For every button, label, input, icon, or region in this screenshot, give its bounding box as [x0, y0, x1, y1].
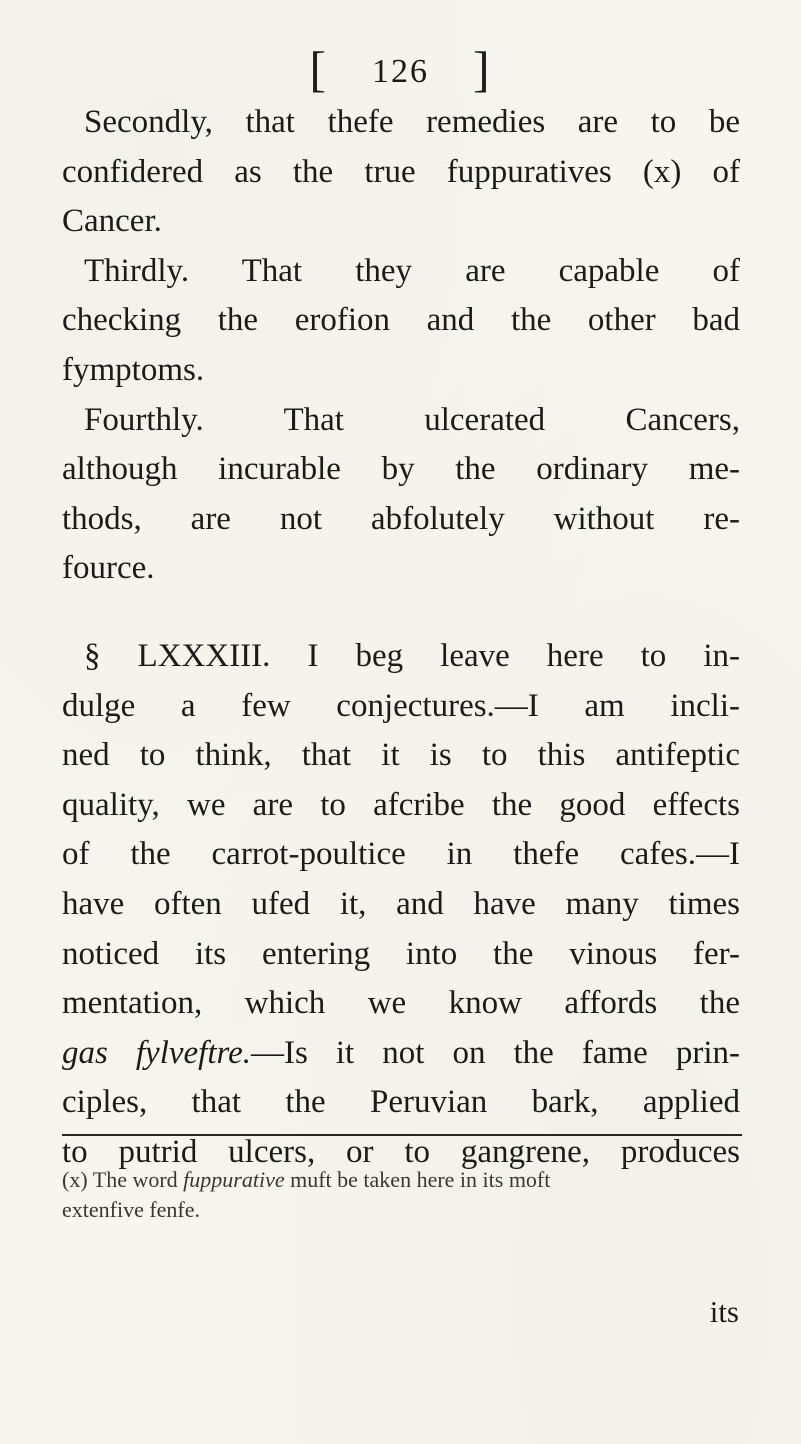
text-line: quality, we are to afcribe the good effects: [62, 786, 740, 823]
footnote-italic-word: fuppurative: [183, 1167, 285, 1192]
section-gap: [62, 594, 740, 632]
text-line: have often ufed it, and have many times: [62, 885, 740, 922]
text-line: dulge a few conjectures.—I am incli-: [62, 687, 740, 724]
left-bracket: [: [309, 41, 328, 97]
body-text: [62, 98, 740, 1177]
italic-phrase: gas fylveftre.: [62, 1034, 252, 1071]
text-line: mentation, which we know affords the: [62, 985, 740, 1022]
text-line: Fourthly. That ulcerated Cancers,: [84, 401, 740, 438]
text-line: thods, are not abfolutely without re-: [62, 500, 740, 537]
footnote: [62, 1165, 742, 1225]
section-heading-line: § LXXXIII. I beg leave here to in-: [84, 637, 740, 674]
text-line: confidered as the true fuppuratives (x) of: [62, 153, 740, 190]
page-header: [0, 40, 801, 98]
catchword: its: [709, 1294, 739, 1329]
footnote-divider: [62, 1134, 742, 1136]
text-line: Cancer.: [62, 203, 162, 240]
footnote-suffix: muft be taken here in its moft: [284, 1167, 551, 1192]
text-line: although incurable by the ordinary me-: [62, 451, 740, 488]
text-line: Thirdly. That they are capable of: [84, 252, 740, 289]
text-line: checking the erofion and the other bad: [62, 302, 740, 339]
text-line: fource.: [62, 550, 155, 587]
text-line: ciples, that the Peruvian bark, applied: [62, 1084, 740, 1121]
text-line: ned to think, that it is to this antifeptic: [62, 737, 740, 774]
footnote-prefix: (x) The word: [62, 1167, 184, 1192]
text-line: of the carrot-poultice in thefe cafes.—I: [62, 836, 740, 873]
text-fragment: —Is it not on the fame prin-: [251, 1034, 740, 1071]
text-line: fymptoms.: [62, 351, 205, 388]
text-line: [62, 1029, 740, 1079]
text-line: noticed its entering into the vinous fer-: [62, 935, 740, 972]
text-line: Secondly, that thefe remedies are to be: [84, 104, 740, 140]
footnote-line2: extenfive fenfe.: [62, 1197, 201, 1222]
page-number: 126: [372, 53, 429, 90]
right-bracket: ]: [473, 41, 492, 97]
text-line: to putrid ulcers, or to gangrene, produces: [62, 1133, 740, 1170]
